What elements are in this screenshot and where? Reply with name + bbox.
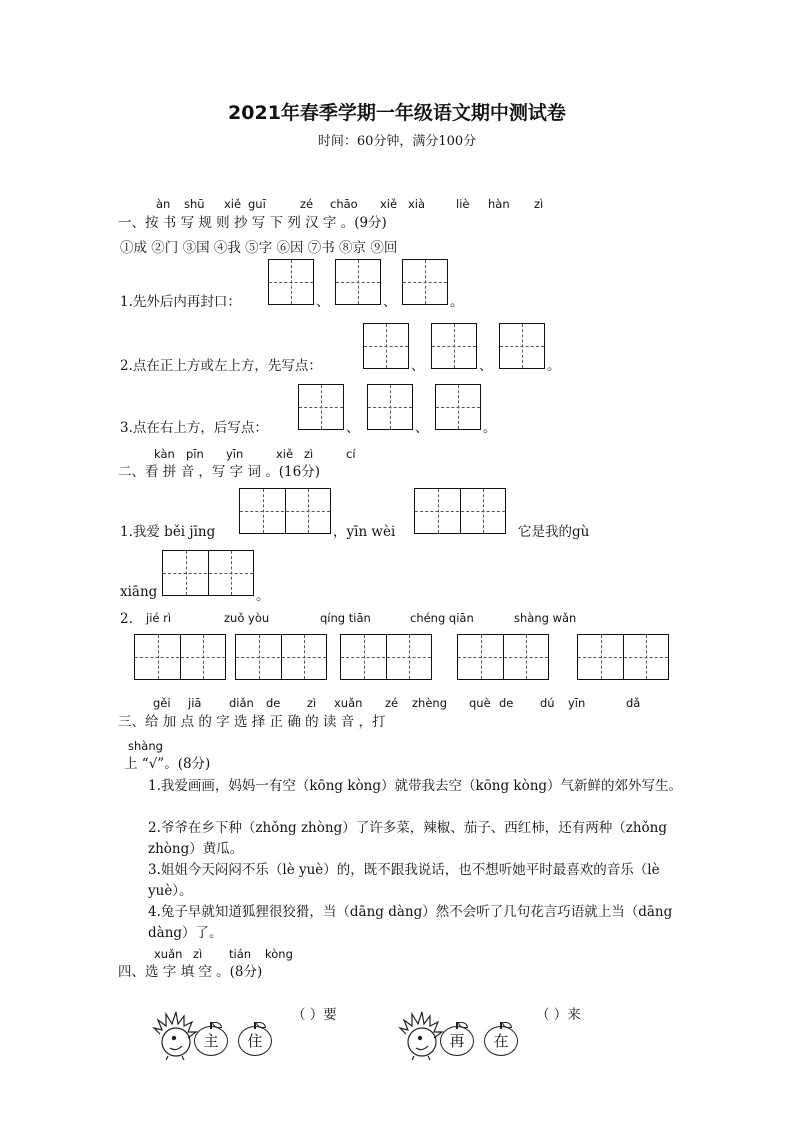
pinyin: gěi <box>153 696 171 710</box>
sentence-part: 1.我爱 běi jīng <box>120 524 216 540</box>
pinyin: què <box>469 696 491 710</box>
period: 。 <box>256 588 270 604</box>
writing-box[interactable] <box>367 384 413 430</box>
pinyin: àn <box>156 197 171 211</box>
section-heading: 二、看 拼 音 ，写 字 词 。(16分) <box>118 464 320 480</box>
pinyin: liè <box>456 197 470 211</box>
sentence-part: 它是我的gù <box>518 524 590 540</box>
list-item: 4.兔子早就知道狐狸很狡猾，当（dāng dàng）然不会听了几句花言巧语就上当（dāng dàng）了。 <box>148 904 673 941</box>
period: 。 <box>547 358 561 374</box>
pinyin: yīn <box>226 447 244 461</box>
hedgehog-icon <box>398 1008 444 1060</box>
pinyin: kàn <box>154 447 175 461</box>
apple-option[interactable] <box>238 1022 274 1056</box>
section-heading: 三、给 加 点 的 字 选 择 正 确 的 读 音 ，打 <box>118 714 386 730</box>
pinyin: zì <box>304 447 314 461</box>
sentence-part: xiāng <box>120 584 158 600</box>
sentence-part: ，yīn wèi <box>333 524 396 540</box>
pinyin: zì <box>534 197 544 211</box>
apple-character: 住 <box>238 1026 272 1056</box>
writing-box-double[interactable] <box>162 550 254 596</box>
writing-box-double[interactable] <box>134 634 226 680</box>
pinyin: xiě <box>224 197 242 211</box>
section-heading: 四、选 字 填 空 。(8分) <box>118 964 263 980</box>
page-subtitle: 时间：60分钟，满分100分 <box>317 134 477 149</box>
writing-box[interactable] <box>431 323 477 369</box>
hedgehog-icon <box>152 1008 198 1060</box>
writing-box-double[interactable] <box>235 634 327 680</box>
separator: 、 <box>346 420 360 436</box>
pinyin: zì <box>307 696 317 710</box>
pinyin: chāo <box>330 197 358 211</box>
pinyin: pīn <box>186 447 204 461</box>
separator: 、 <box>316 294 330 310</box>
fill-blank[interactable]: （ ）要 <box>292 1007 337 1023</box>
apple-character: 在 <box>484 1026 518 1056</box>
pinyin: zhèng <box>412 696 447 710</box>
pinyin-group: chéng qiān <box>410 611 474 625</box>
pinyin: de <box>266 696 281 710</box>
fill-blank[interactable]: （ ）来 <box>536 1007 581 1023</box>
rule-text: 1.先外后内再封口： <box>120 294 241 310</box>
pinyin-group: zuǒ yòu <box>224 611 270 625</box>
pinyin: tián <box>229 947 252 961</box>
pinyin: dǎ <box>626 696 641 710</box>
pinyin-group: shàng wǎn <box>514 611 577 625</box>
list-item: 1.我爱画画，妈妈一有空（kōng kòng）就带我去空（kōng kòng）气新鲜的郊外写生。 <box>148 778 683 794</box>
writing-box[interactable] <box>402 259 448 305</box>
writing-box-double[interactable] <box>414 488 506 534</box>
list-item: 3.姐姐今天闷闷不乐（lè yuè）的，既不跟我说话，也不想听她平时最喜欢的音乐（lè yuè）。 <box>148 862 660 899</box>
pinyin: dú <box>540 696 555 710</box>
writing-box-double[interactable] <box>577 634 669 680</box>
pinyin: kòng <box>265 947 293 961</box>
pinyin: xià <box>408 197 426 211</box>
apple-character: 再 <box>440 1026 474 1056</box>
character-list: ①成 ②门 ③国 ④我 ⑤字 ⑥因 ⑦书 ⑧京 ⑨回 <box>120 240 398 256</box>
pinyin-group: qíng tiān <box>320 611 371 625</box>
writing-box[interactable] <box>435 384 481 430</box>
pinyin: diǎn <box>229 696 254 710</box>
pinyin: jiā <box>188 696 202 710</box>
section-heading: 一、按 书 写 规 则 抄 写 下 列 汉 字 。(9分) <box>118 215 387 231</box>
list-item: 2.爷爷在乡下种（zhǒng zhòng）了许多菜，辣椒、茄子、西红柿，还有两种（zhǒng zhòng）黄瓜。 <box>148 820 667 857</box>
pinyin: cí <box>346 447 356 461</box>
writing-box-double[interactable] <box>239 488 331 534</box>
pinyin: xuǎn <box>154 947 183 961</box>
pinyin: xiě <box>276 447 294 461</box>
period: 。 <box>483 420 497 436</box>
rule-text: 2.点在正上方或左上方，先写点： <box>120 358 322 374</box>
writing-box[interactable] <box>335 259 381 305</box>
pinyin: shàng <box>128 739 163 753</box>
pinyin: guī <box>248 197 266 211</box>
writing-box-double[interactable] <box>340 634 432 680</box>
separator: 、 <box>415 420 429 436</box>
rule-text: 3.点在右上方，后写点： <box>120 420 268 436</box>
writing-box[interactable] <box>268 259 314 305</box>
pinyin: de <box>499 696 514 710</box>
page-title: 2021年春季学期一年级语文期中测试卷 <box>228 102 566 124</box>
writing-box-double[interactable] <box>457 634 549 680</box>
pinyin: xuǎn <box>334 696 363 710</box>
pinyin: xiě <box>380 197 398 211</box>
pinyin: yīn <box>568 696 586 710</box>
pinyin-group: jié rì <box>146 611 172 625</box>
apple-option[interactable] <box>440 1022 476 1056</box>
apple-character: 主 <box>194 1026 228 1056</box>
pinyin: zì <box>193 947 203 961</box>
separator: 、 <box>383 294 397 310</box>
writing-box[interactable] <box>298 384 344 430</box>
pinyin: zé <box>300 197 314 211</box>
pinyin: shū <box>184 197 205 211</box>
pinyin: hàn <box>488 197 510 211</box>
question-number: 2. <box>120 611 133 627</box>
separator: 、 <box>411 358 425 374</box>
writing-box[interactable] <box>499 323 545 369</box>
writing-box[interactable] <box>363 323 409 369</box>
apple-option[interactable] <box>484 1022 520 1056</box>
apple-option[interactable] <box>194 1022 230 1056</box>
period: 。 <box>450 294 464 310</box>
separator: 、 <box>479 358 493 374</box>
section-heading-cont: 上 “√”。(8分) <box>124 756 211 772</box>
pinyin: zé <box>385 696 399 710</box>
